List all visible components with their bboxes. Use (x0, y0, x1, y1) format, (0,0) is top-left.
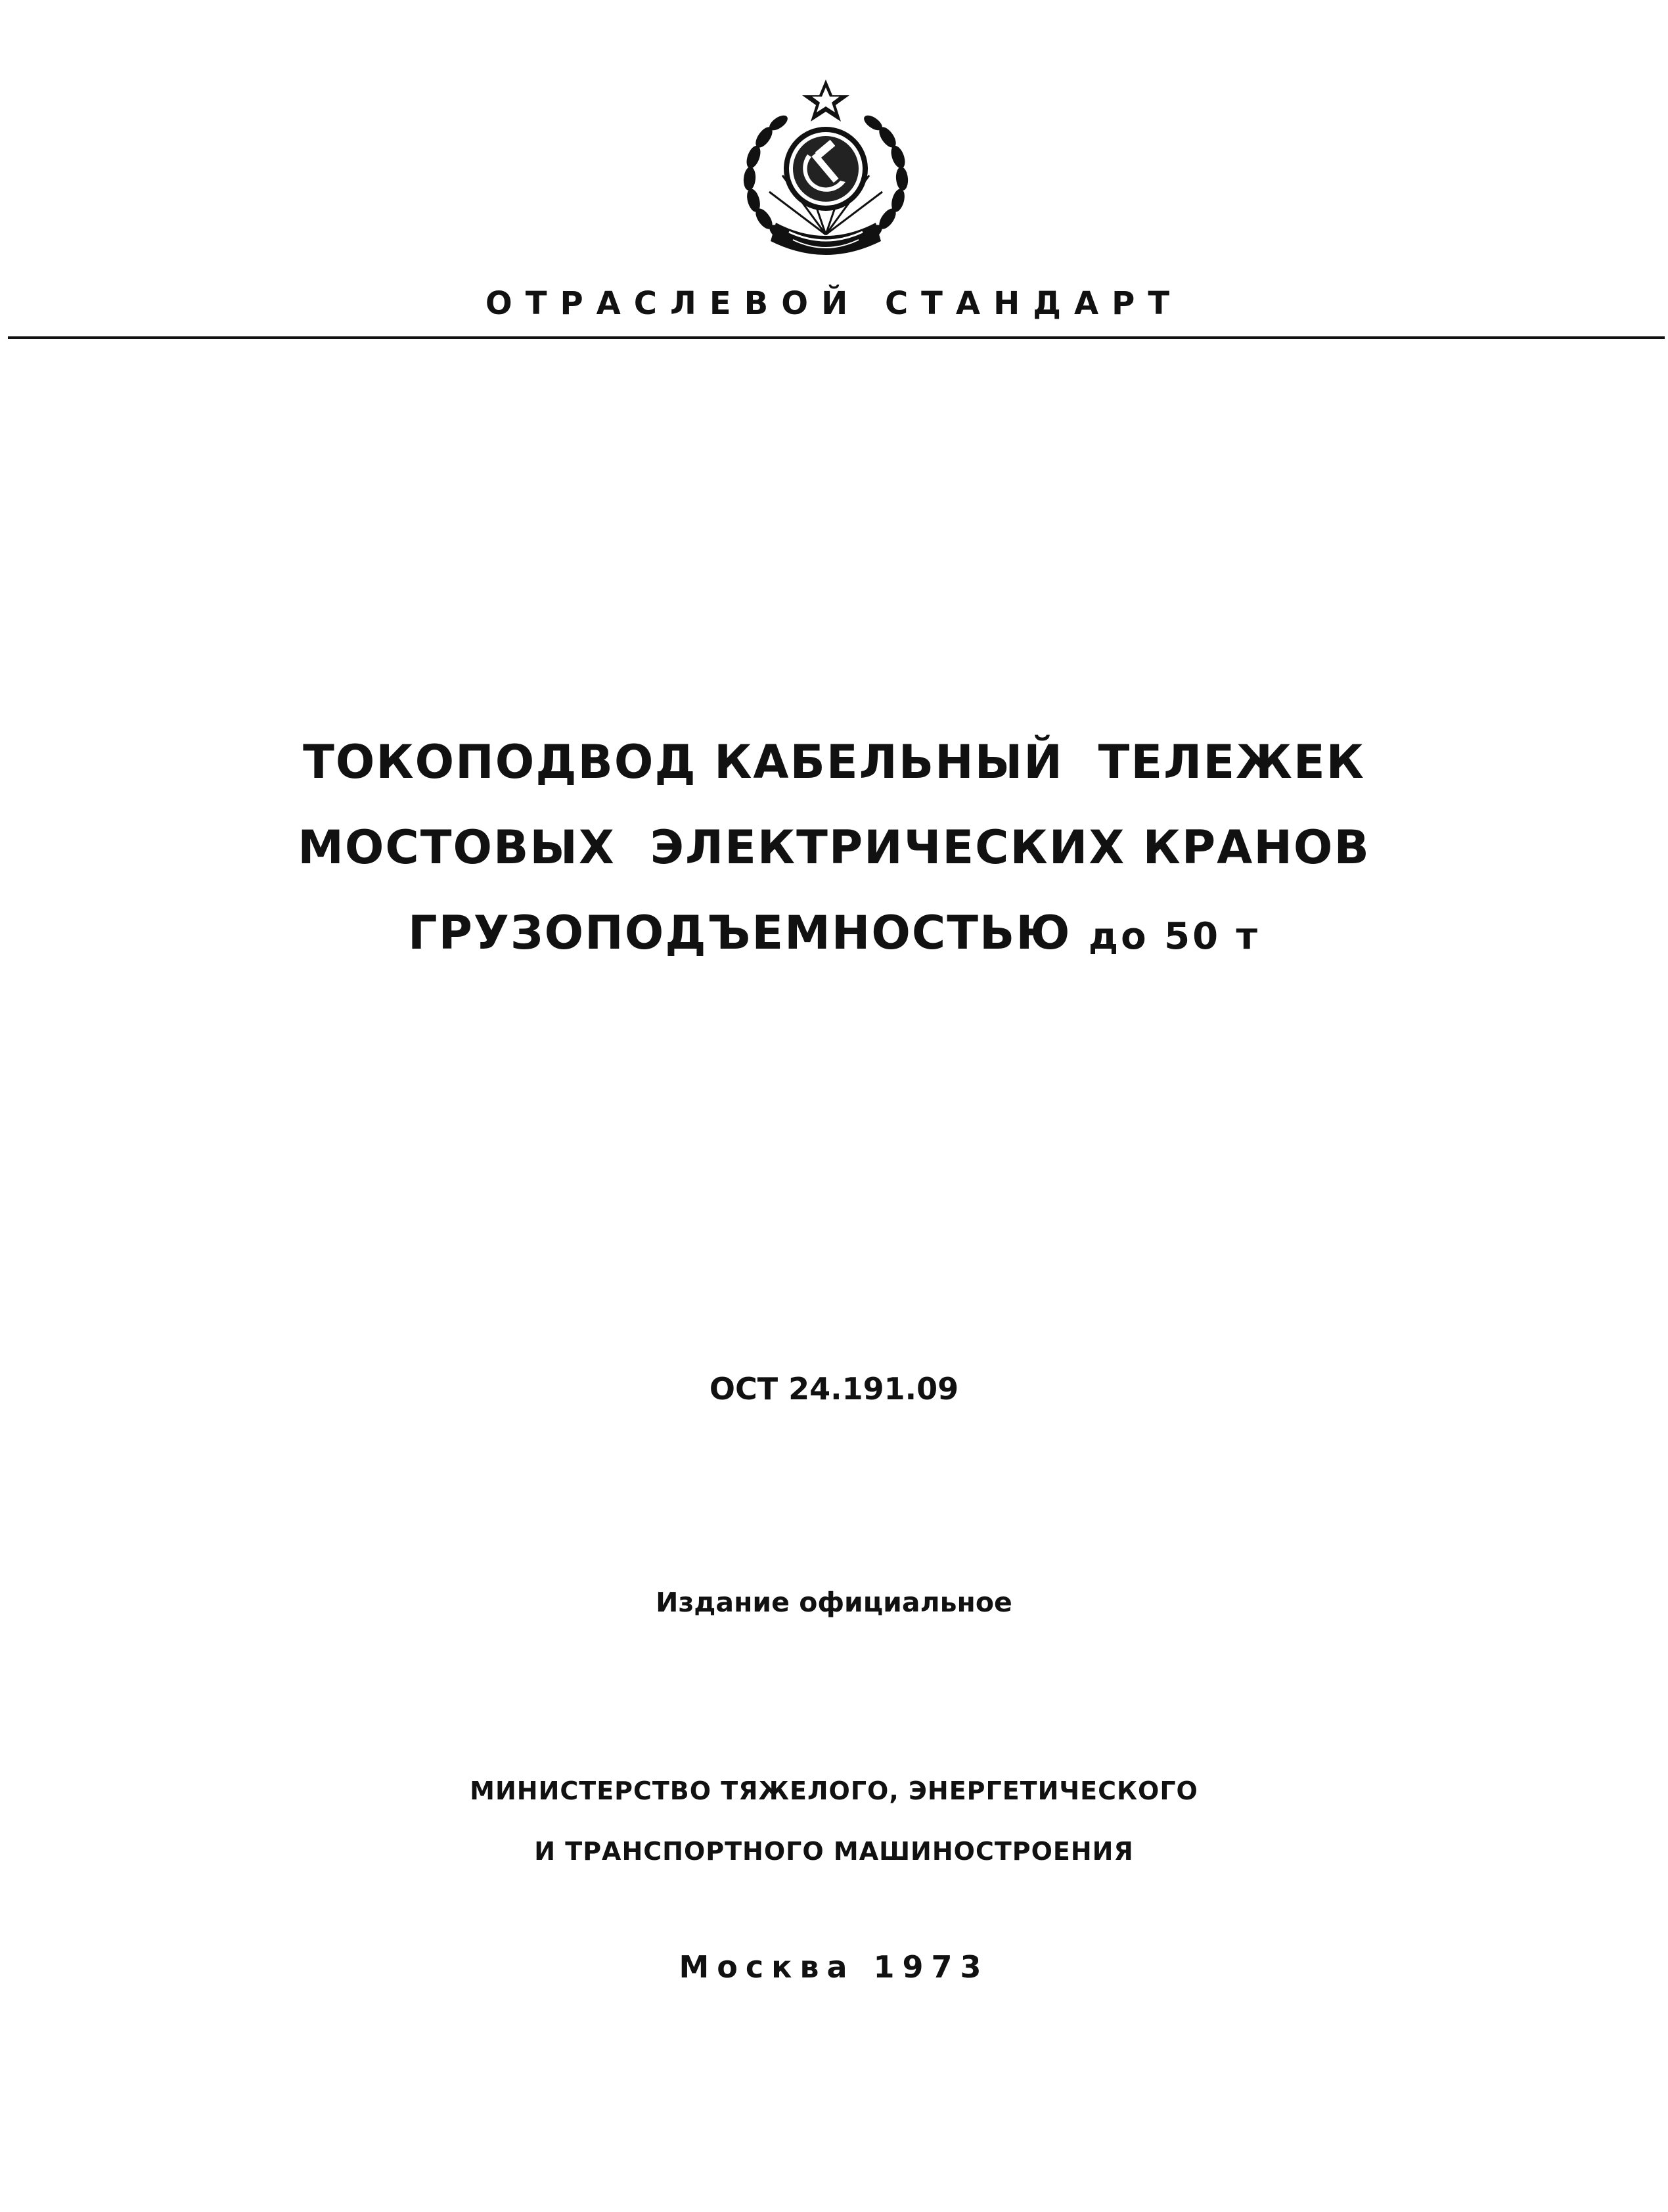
ministry-line-1: МИНИСТЕРСТВО ТЯЖЕЛОГО, ЭНЕРГЕТИЧЕСКОГО (470, 1776, 1198, 1805)
title-line-3-capacity: до 50 т (1088, 915, 1260, 958)
ministry-line-2: И ТРАНСПОРТНОГО МАШИНОСТРОЕНИЯ (534, 1837, 1134, 1866)
document-title (0, 719, 1668, 980)
publication-city-year: Москва 1973 (679, 1949, 989, 1985)
title-line-1: ТОКОПОДВОД КАБЕЛЬНЫЙ ТЕЛЕЖЕК (303, 735, 1365, 789)
ministry-name (0, 1761, 1668, 1882)
header-divider (8, 336, 1665, 339)
standard-code: ОСТ 24.191.09 (709, 1371, 959, 1407)
title-line-3 (0, 890, 1668, 980)
title-line-3-main: ГРУЗОПОДЪЕМНОСТЬЮ (408, 906, 1071, 960)
edition-note: Издание официальное (656, 1587, 1012, 1618)
standard-type-header: ОТРАСЛЕВОЙ СТАНДАРТ (485, 285, 1183, 322)
state-emblem-icon (730, 77, 922, 263)
title-line-2: МОСТОВЫХ ЭЛЕКТРИЧЕСКИХ КРАНОВ (298, 821, 1370, 874)
